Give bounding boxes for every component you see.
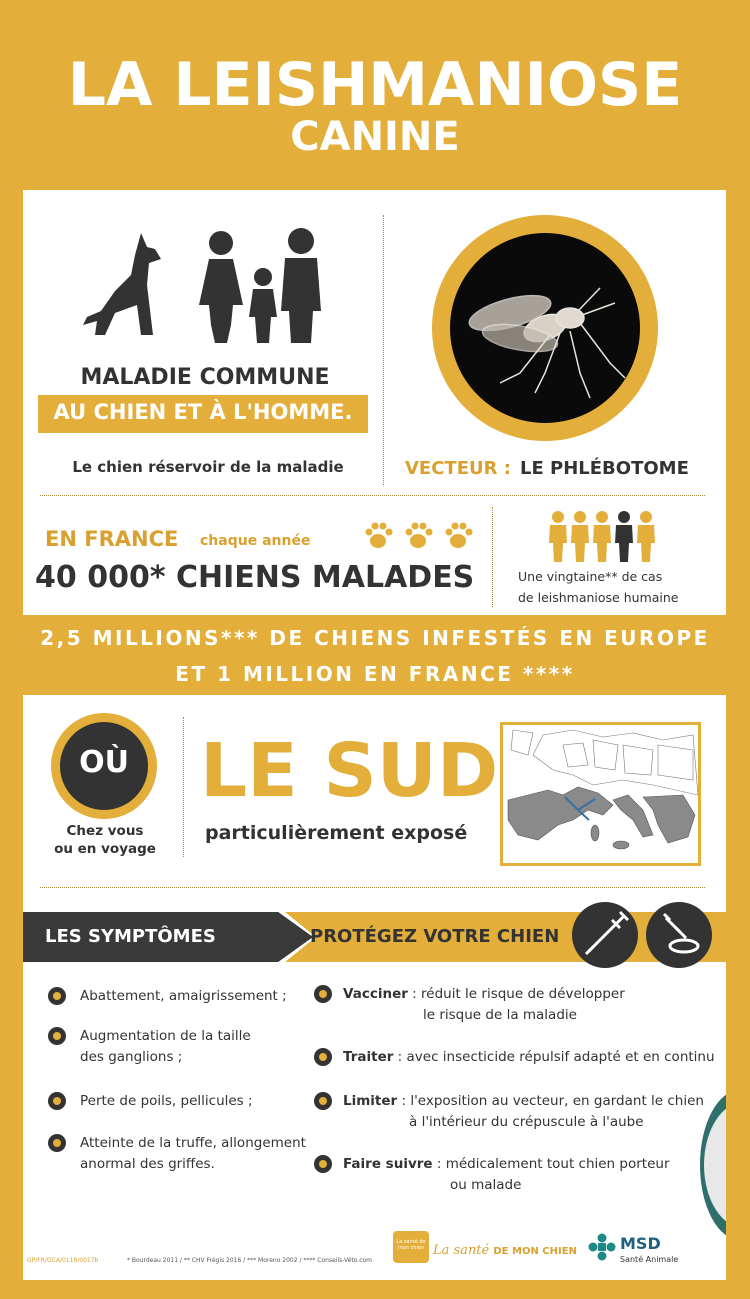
sante-mon-chien-logo bbox=[393, 1231, 429, 1263]
dropper-collar-icon bbox=[646, 902, 712, 968]
sante-mon-chien-text-a: La santé bbox=[433, 1243, 490, 1258]
dog-family-icon bbox=[75, 225, 335, 345]
where-line1: Chez vous bbox=[66, 823, 144, 839]
symptom-item: Perte de poils, pellicules ; bbox=[80, 1093, 253, 1109]
banner-line2: ET 1 MILLION EN FRANCE **** bbox=[175, 662, 575, 686]
protect-term: Vacciner bbox=[343, 986, 408, 1002]
msd-logo-text: MSD bbox=[620, 1234, 661, 1253]
protect-term: Faire suivre bbox=[343, 1156, 433, 1172]
protect-bullet bbox=[314, 1092, 332, 1110]
symptom-bullet bbox=[48, 1092, 66, 1110]
page-title: LA LEISHMANIOSE bbox=[67, 50, 683, 120]
protect-item-cont: le risque de la maladie bbox=[423, 1007, 577, 1023]
each-year-label: chaque année bbox=[200, 533, 311, 549]
common-disease-line1: MALADIE COMMUNE bbox=[80, 365, 330, 390]
france-label: EN FRANCE bbox=[45, 527, 179, 551]
where-line2: ou en voyage bbox=[54, 841, 156, 857]
vector-value: LE PHLÉBOTOME bbox=[520, 458, 689, 479]
symptom-item: Augmentation de la taille bbox=[80, 1028, 251, 1044]
symptoms-header: LES SYMPTÔMES bbox=[45, 926, 216, 947]
south-subtitle: particulièrement exposé bbox=[205, 822, 468, 844]
paw-prints-icon bbox=[362, 517, 482, 553]
page-subtitle: CANINE bbox=[290, 114, 460, 160]
common-disease-line2: AU CHIEN ET À L'HOMME. bbox=[53, 400, 353, 424]
decorative-arc bbox=[700, 1090, 726, 1240]
divider-vertical-3 bbox=[183, 717, 184, 857]
protect-item bbox=[343, 984, 625, 1005]
protect-bullet bbox=[314, 985, 332, 1003]
footer-sources: * Bourdeau 2011 / ** CHV Frégis 2016 / *** Moreno 2002 / **** Conseils-Véto.com bbox=[127, 1257, 373, 1264]
protect-text: : médicalement tout chien porteur bbox=[432, 1156, 670, 1172]
human-cases-line2: de leishmaniose humaine bbox=[518, 590, 679, 605]
divider-horizontal-1 bbox=[40, 495, 705, 496]
msd-logo-icon bbox=[588, 1233, 616, 1261]
south-title: LE SUD bbox=[200, 728, 499, 814]
reservoir-text: Le chien réservoir de la maladie bbox=[72, 458, 344, 476]
protect-term: Limiter bbox=[343, 1093, 398, 1109]
msd-logo-sub: Santé Animale bbox=[620, 1255, 679, 1264]
sante-mon-chien-text bbox=[433, 1243, 577, 1258]
symptom-bullet bbox=[48, 987, 66, 1005]
symptom-bullet bbox=[48, 1134, 66, 1152]
where-badge-text: OÙ bbox=[79, 745, 129, 780]
footer-code: GP/FR/OCA/0118/0017b bbox=[27, 1257, 99, 1264]
protect-text: : l'exposition au vecteur, en gardant le chien bbox=[397, 1093, 704, 1109]
divider-vertical-2 bbox=[492, 507, 493, 607]
protect-text: : avec insecticide répulsif adapté et en continu bbox=[393, 1049, 715, 1065]
protect-item-cont: ou malade bbox=[450, 1177, 522, 1193]
symptom-bullet bbox=[48, 1027, 66, 1045]
protect-item bbox=[343, 1154, 670, 1175]
sante-mon-chien-text-b: DE MON CHIEN bbox=[493, 1246, 577, 1257]
symptom-item: des ganglions ; bbox=[80, 1049, 183, 1065]
divider-horizontal-2 bbox=[40, 887, 705, 888]
protect-bullet bbox=[314, 1048, 332, 1066]
protect-item-cont: à l'intérieur du crépuscule à l'aube bbox=[409, 1114, 644, 1130]
sandfly-photo bbox=[450, 233, 640, 423]
banner-line1: 2,5 MILLIONS*** DE CHIENS INFESTÉS EN EUROPE bbox=[40, 626, 710, 650]
sante-mon-chien-logo-text: La santé de mon chien bbox=[396, 1239, 426, 1251]
divider-vertical-1 bbox=[383, 215, 384, 485]
syringe-icon bbox=[572, 902, 638, 968]
protect-text: : réduit le risque de développer bbox=[407, 986, 625, 1002]
protect-item bbox=[343, 1091, 704, 1112]
protect-item bbox=[343, 1047, 715, 1068]
symptom-item: Abattement, amaigrissement ; bbox=[80, 988, 287, 1004]
europe-map bbox=[500, 722, 701, 866]
symptom-item: anormal des griffes. bbox=[80, 1156, 215, 1172]
protect-bullet bbox=[314, 1155, 332, 1173]
protect-term: Traiter bbox=[343, 1049, 394, 1065]
sick-dogs-count: 40 000* CHIENS MALADES bbox=[35, 560, 475, 595]
symptom-item: Atteinte de la truffe, allongement bbox=[80, 1135, 306, 1151]
protect-header: PROTÉGEZ VOTRE CHIEN bbox=[310, 926, 560, 947]
human-cases-line1: Une vingtaine** de cas bbox=[518, 569, 663, 584]
people-row-icon bbox=[548, 510, 660, 564]
vector-label: VECTEUR : bbox=[405, 458, 511, 479]
